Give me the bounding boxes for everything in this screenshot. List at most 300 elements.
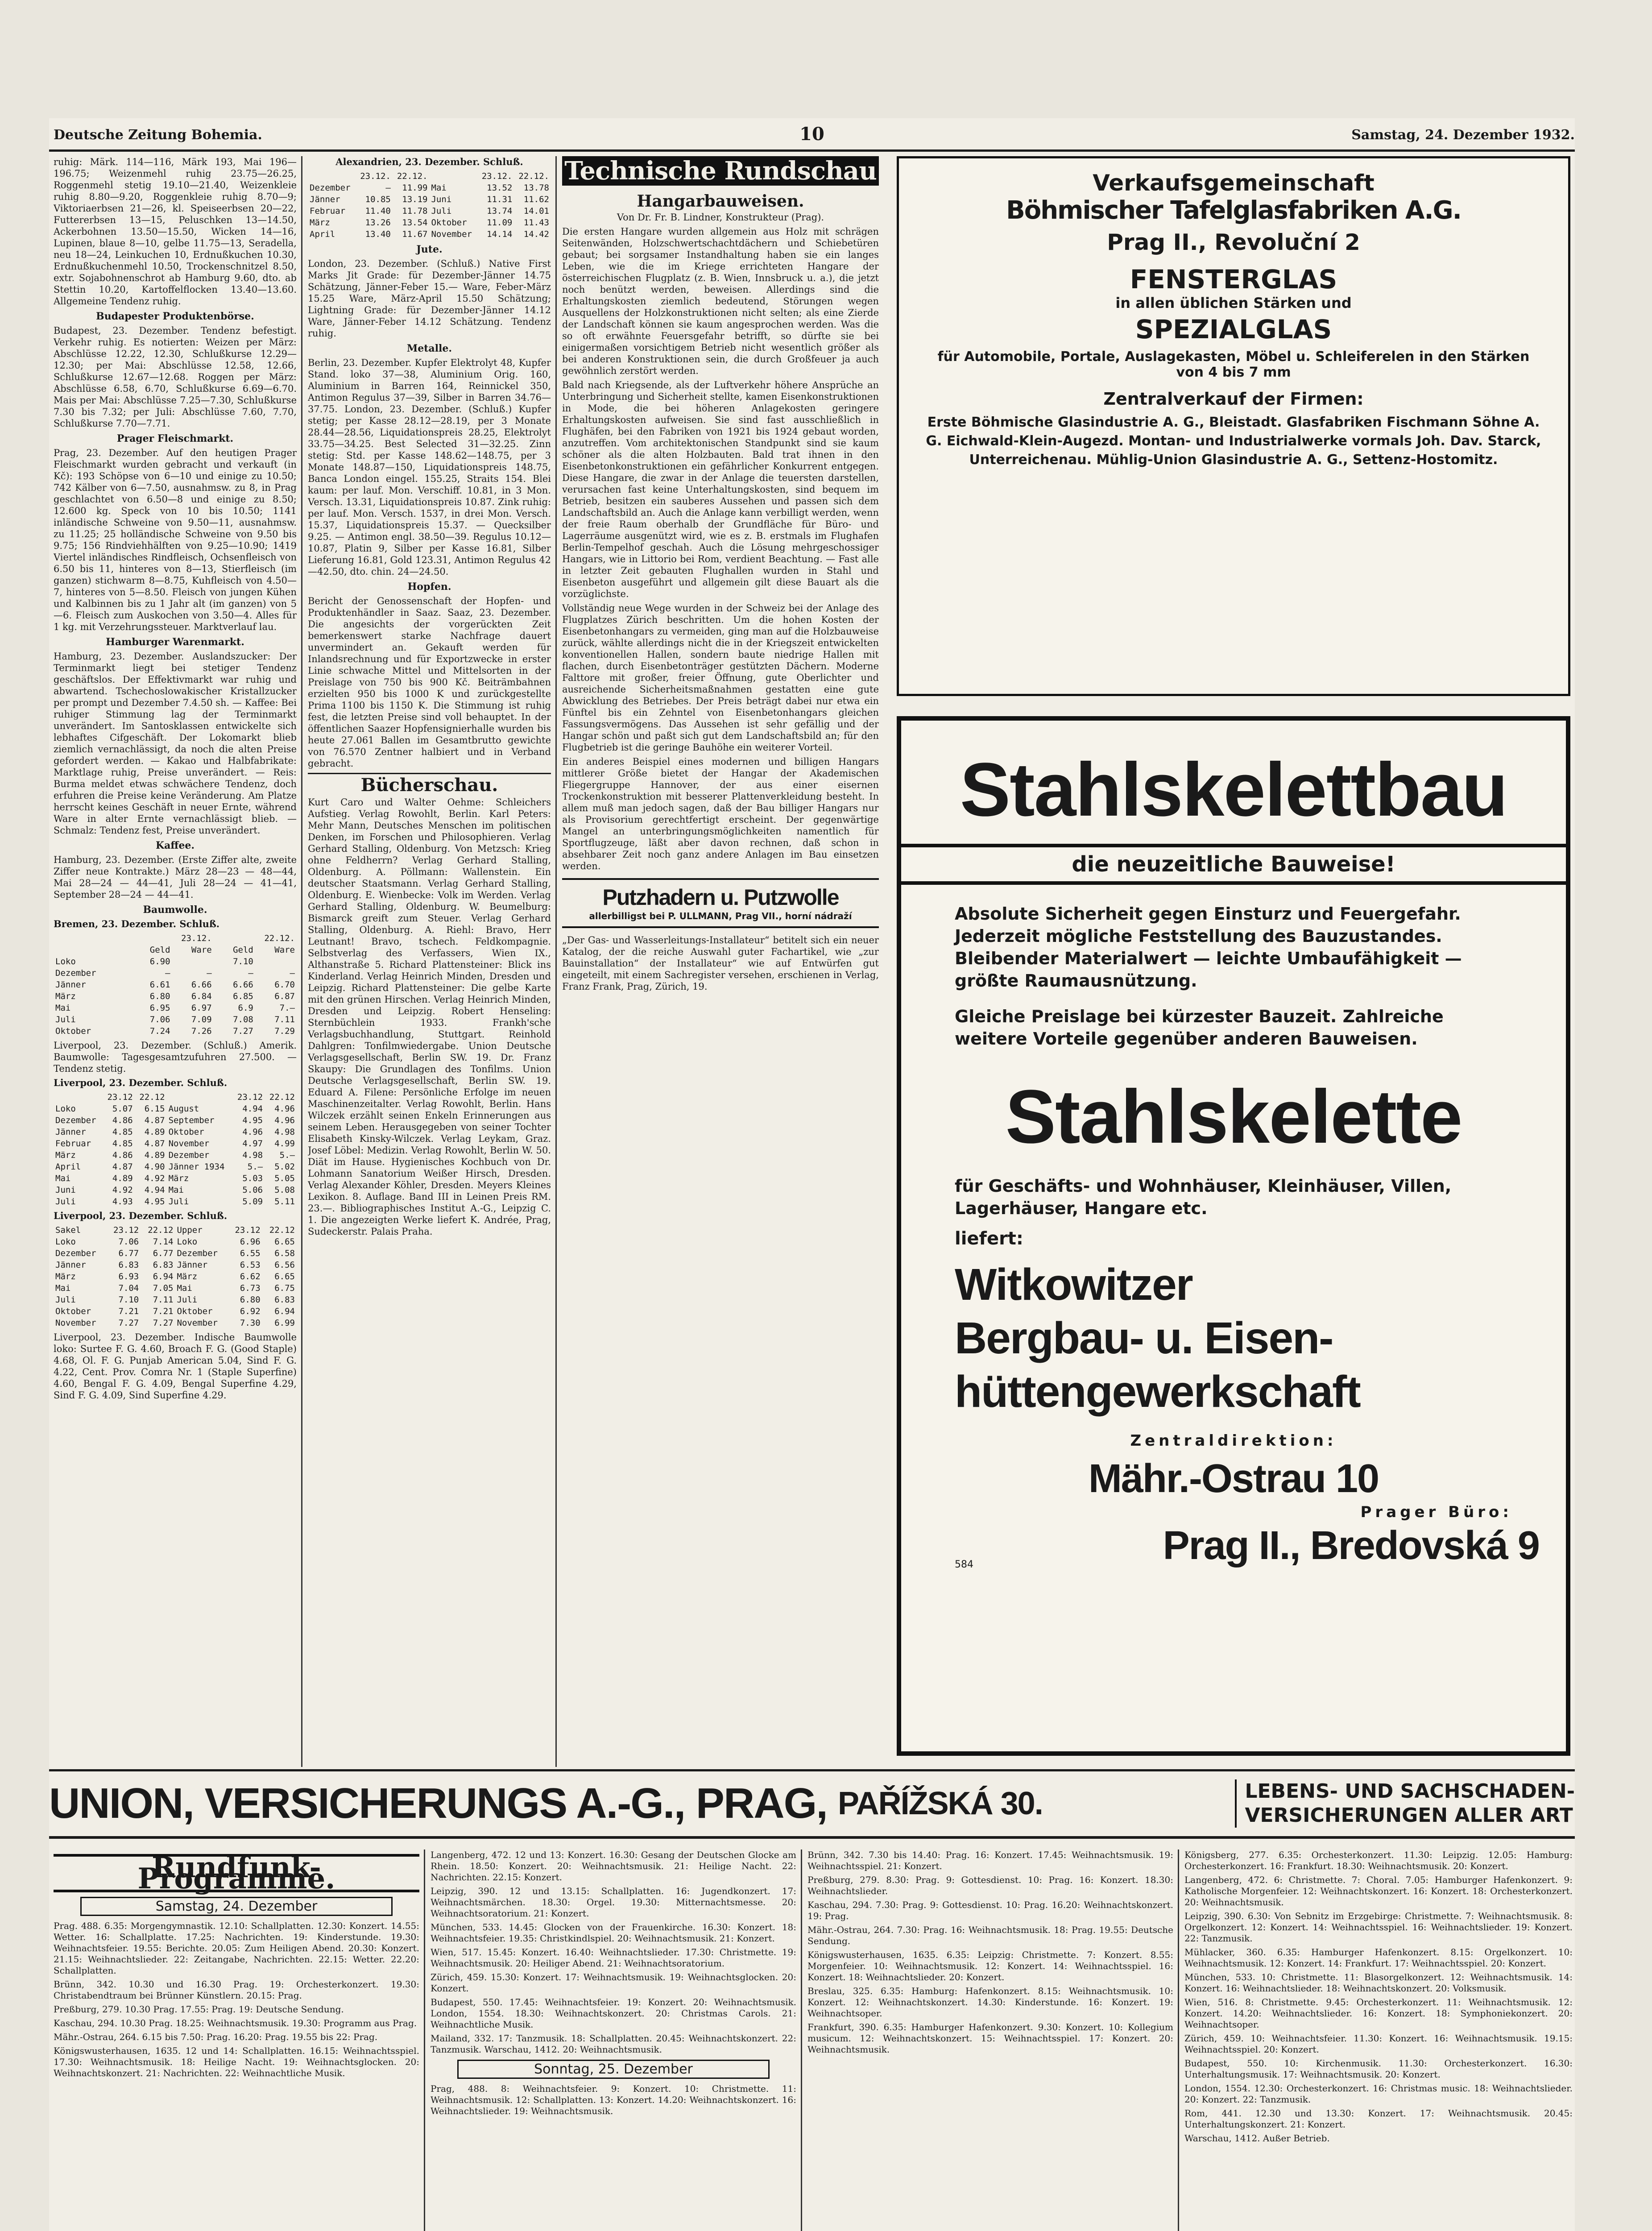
table-cell: 11.78	[402, 206, 428, 216]
radio-program: Langenberg, 472. 12 und 13: Konzert. 16.30: Gesang der Deutschen Glocke am Rhein. 18.50: Konzert. 20: Weihnachtsmusik. 21: Heilige Nacht. 22: Nachrichten. 22.15: Konzert.	[431, 1849, 796, 1883]
table-cell: 6.65	[274, 1272, 295, 1281]
issue-date: Samstag, 24. Dezember 1932.	[1351, 127, 1575, 143]
section-title-cotton: Baumwolle.	[143, 904, 207, 916]
column-divider	[801, 1849, 802, 2231]
table-cell: 23.12.	[481, 171, 513, 181]
table-cell: 5.—	[247, 1162, 263, 1172]
table-row	[54, 967, 297, 979]
table-row	[54, 1196, 297, 1207]
section-title-hamburg: Hamburger Warenmarkt.	[106, 636, 244, 648]
table-cell: 7.26	[191, 1026, 212, 1036]
table-cell: Dezember	[55, 1116, 96, 1125]
table-cell: 4.96	[274, 1116, 295, 1125]
table-cell: 6.92	[240, 1306, 261, 1316]
radio-program: Breslau, 325. 6.35: Hamburg: Hafenkonzert. 8.15: Weihnachtsmusik. 10: Konzert. 12: Weihnachtskonzert. 14.30: Kinderstunde. 16: Konzert. 19: Weihnachtsoper.	[807, 1986, 1173, 2019]
column-divider	[1178, 1849, 1179, 2231]
table-cell: 4.99	[274, 1139, 295, 1149]
column-divider	[424, 1849, 425, 2231]
table-cell: 4.96	[274, 1104, 295, 1114]
table-cell: Juli	[168, 1197, 189, 1207]
table-cell: 4.98	[242, 1150, 263, 1160]
table-row	[54, 1259, 297, 1271]
table-cell: 4.86	[112, 1150, 133, 1160]
table-cell: 14.42	[523, 229, 549, 239]
liverpool-label-2: Liverpool, 23. Dezember. Schluß.	[54, 1077, 228, 1088]
table-cell: 4.90	[144, 1162, 165, 1172]
tagline-line2: VERSICHERUNGEN ALLER ART	[1245, 1804, 1573, 1827]
market-report-top: ruhig: Märk. 114—116, Märk 193, Mai 196—196.75; Weizenmehl ruhig 23.75—26.25, Roggenmehl stetig 19.10—21.40, Weizenkleie ruhig 8.80—9.20, Roggenkleie ruhig 8.70—9; Viktoriaerbsen 21—26, kl. Speiseerbsen 20—22, Futtererbsen 13—15, Peluschken 13—14.50, Ackerbohnen 13.50—15.50, Wicken 14—16, Lupinen, blaue 8—10, gelbe 11.75—13, Seradella, neu 18—24, Leinkuchen 10, Erdnußkuchen 10.30, Erdnußkuchenmehl 10.50, Trockenschnitzel 8.50, extr. Sojabohnenschrot ab Hamburg 9.60, dto. ab Stettin 10.20, Kartoffelflocken 13.40—13.60. Allgemeine Tendenz ruhig.	[54, 157, 297, 307]
steel-ad-band: die neuzeitliche Bauweise!	[901, 844, 1566, 885]
table-cell: 13.54	[402, 218, 428, 228]
glass-ad-line8: Zentralverkauf der Firmen:	[1103, 389, 1364, 409]
table-cell: 7.08	[233, 1015, 253, 1024]
table-row	[54, 1184, 297, 1196]
table-cell: 7.24	[149, 1026, 170, 1036]
book-review-list: Kurt Caro und Walter Oehme: Schleichers Aufstieg. Verlag Rowohlt, Berlin. Karl Peters: Mehr Mann, Deutsches Menschen im politischen Denken, im Forschen und Philosophieren. Verlag Gerhard Stalling, Oldenburg. Von Metzsch: Krieg ohne Feldherrn? Verlag Gerhard Stalling, Oldenburg. A. Pöllmann: Wallenstein. Ein deutscher Staatsmann. Verlag Gerhard Stalling, Oldenburg. E. Wienbecke: Volk im Werden. Verlag Gerhard Stalling, Oldenburg. W. Beumelburg: Bismarck greift zum Steuer. Verlag Gerhard Stalling, Oldenburg. A. Riehl: Bravo, Herr Leutnant! Bravo, tschech. Feldkompagnie. Selbstverlag des Verfassers, Wien IX., Althanstraße 5. Richard Plattensteiner: Blick ins Kinderland. Verlag Heinrich Minden, Dresden und Leipzig. Richard Plattensteiner: Die gelbe Karte mit den grünen Hirschen. Verlag Heinrich Minden, Dresden und Leipzig. Robert Henseling: Sternbüchlein 1933. Frankh'sche Verlagsbuchhandlung, Stuttgart. Reinhold Dahlgren: Tonfilmwiedergabe. Union Deutsche Verlagsgesellschaft, Berlin SW. 19. Dr. Franz Skaupy: Die Grundlagen des Tonfilms. Union Deutsche Verlagsgesellschaft, Berlin SW. 19. Eduard A. Filene: Persönliche Erfolge im neuen Maschinenzeitalter. Verlag Rowohlt, Berlin. Hans Wilczek erzählt seinen Enkeln Erinnerungen aus seinem Leben. Herausgegeben von seiner Tochter Elisabeth Kinsky-Wilczek. Verlag Leykam, Graz. Josef Löbel: Medizin. Verlag Rowohlt, Berlin W. 50. Diät im Hause. Hygienisches Kochbuch von Dr. Lohmann Sanatorium Weißer Hirsch, Dresden. Verlag Alexander Köhler, Dresden. Meyers Kleines Lexikon. 8. Auflage. Band III in Leinen Preis RM. 23.—. Bibliographisches Institut A.-G., Leipzig C. 1. Die angezeigten Werke liefert K. Andrée, Prag, Sudeckerstr. Palais Praha.	[308, 797, 551, 1237]
table-cell: 6.53	[240, 1260, 261, 1270]
liverpool-report-1: Liverpool, 23. Dezember. (Schluß.) Amerik. Baumwolle: Tagesgesamtzufuhren 27.500. — Tendenz stetig.	[54, 1040, 297, 1074]
table-cell: 5.03	[242, 1174, 263, 1183]
liverpool-report-4: Liverpool, 23. Dezember. Indische Baumwolle loko: Surtee F. G. 4.60, Broach F. G. (Good Staple) 4.68, Ol. F. G. Punjab American 5.04, Sind F. G. 4.22, Cent. Prov. Comra Nr. 1 (Staple Superfine) 4.60, Bengal F. G. 4.09, Bengal Superfine 4.29, Sind F. G. 4.09, Sind Superfine 4.29.	[54, 1332, 297, 1401]
table-cell: 6.75	[274, 1283, 295, 1293]
table-cell: Loko	[55, 1104, 76, 1114]
table-cell: April	[55, 1162, 81, 1172]
table-cell	[54, 1091, 103, 1103]
table-cell: 7.04	[118, 1283, 139, 1293]
table-cell: 5.06	[242, 1185, 263, 1195]
table-cell: 13.52	[487, 183, 513, 193]
table-cell: Dezember	[177, 1248, 218, 1258]
liverpool-table-2	[54, 1091, 297, 1207]
table-cell: Oktober	[55, 1026, 91, 1036]
table-cell: 5.07	[112, 1104, 133, 1114]
table-cell: 4.97	[242, 1139, 263, 1149]
table-cell: Ware	[274, 945, 295, 955]
table-cell: 6.83	[118, 1260, 139, 1270]
table-cell: 4.86	[112, 1116, 133, 1125]
table-cell: Geld	[149, 945, 170, 955]
table-cell: 6.97	[191, 1003, 212, 1013]
table-cell: Mai	[55, 1003, 71, 1013]
hops-report: Bericht der Genossenschaft der Hopfen- und Produktenhändler in Saaz. Saaz, 23. Dezember. Die angesichts der vorgerückten Zeit bemerkenswert starke Nachfrage dauert unvermindert an. Gekauft werden für Inlandsrechnung und für Exportzwecke in erster Linie schwache Mittel und Mittelsorten in der Preislage von 750 bis 900 Kč. Beiträmbahnen erzielten 950 bis 1000 K und zurückgestellte Prima 1100 bis 1150 K. Die Stimmung ist ruhig fest, die letzten Preise sind voll behauptet. In der öffentlichen Saazer Hopfensignierhalle wurden bis heute 27.061 Ballen im Gesamtbrutto gewichte von 76.570 Zentner halbiert und in Verband gebracht.	[308, 596, 551, 769]
table-cell: 6.56	[274, 1260, 295, 1270]
table-cell: 7.10	[233, 957, 253, 966]
table-cell: 6.66	[233, 980, 253, 990]
table-cell: Jänner 1934	[168, 1162, 225, 1172]
table-cell	[308, 170, 356, 182]
table-cell: 13.78	[523, 183, 549, 193]
table-cell: Jänner	[177, 1260, 208, 1270]
steel-ad-liefert: liefert:	[955, 1228, 1023, 1249]
table-cell: 6.94	[274, 1306, 295, 1316]
section-title-budapest: Budapester Produktenbörse.	[96, 311, 254, 322]
radio-program: Budapest, 550. 10: Kirchenmusik. 11.30: Orchesterkonzert. 16.30: Unterhaltungsmusik. 17: Weihnachtsmusik. 20: Konzert.	[1184, 2058, 1573, 2080]
radio-program: Brünn, 342. 10.30 und 16.30 Prag. 19: Orchesterkonzert. 19.30: Christabendtraum bei Brünner Künstlern. 20.15: Prag.	[54, 1979, 419, 2001]
table-row	[54, 1115, 297, 1126]
table-cell: 23.12	[113, 1225, 139, 1235]
table-cell: 7.14	[153, 1237, 174, 1247]
radio-program: Kaschau, 294. 7.30: Prag. 9: Gottesdienst. 10: Prag. 16.20: Weihnachtskonzert. 19: Prag.	[807, 1899, 1173, 1921]
alexandria-table	[308, 170, 551, 240]
table-cell: 22.12	[139, 1092, 165, 1102]
table-cell	[172, 956, 214, 967]
radio-program: Wien, 517. 15.45: Konzert. 16.40: Weihnachtslieder. 17.30: Christmette. 19: Weihnachtsmusik. 20: Heiliger Abend. 21: Weihnachtsoratorium.	[431, 1947, 796, 1969]
table-cell: 6.99	[274, 1318, 295, 1328]
glass-ad-line3: Prag II., Revoluční 2	[1107, 229, 1360, 255]
table-cell: 6.80	[149, 991, 170, 1001]
tech-rundschau-title: Technische Rundschau	[562, 156, 879, 186]
table-cell: November	[431, 229, 472, 239]
table-cell: 6.84	[191, 991, 212, 1001]
table-cell: 6.83	[274, 1295, 295, 1305]
article-title: Hangarbauweisen.	[637, 192, 804, 211]
liverpool-table-3	[54, 1224, 297, 1329]
steel-ad-para2: Gleiche Preislage bei kürzester Bauzeit. Zahlreiche weitere Vorteile gegenüber anderen Bauweisen.	[955, 1007, 1444, 1049]
radio-program: Budapest, 550. 17.45: Weihnachtsfeier. 19: Konzert. 20: Weihnachtsmusik. London, 1554. 18.30: Weihnachtskonzert. 20: Christmas Carols. 21: Weihnachtliche Musik.	[431, 1997, 796, 2030]
table-cell: 6.58	[274, 1248, 295, 1258]
glass-ad-line5: in allen üblichen Stärken und	[1115, 294, 1352, 311]
table-cell: 6.95	[149, 1003, 170, 1013]
table-cell: Mai	[431, 183, 447, 193]
table-cell: 4.89	[144, 1150, 165, 1160]
table-cell: 14.01	[523, 206, 549, 216]
radio-program: Brünn, 342. 7.30 bis 14.40: Prag. 16: Konzert. 17.45: Weihnachtsmusik. 19: Weihnachtsspiel. 21: Konzert.	[807, 1849, 1173, 1871]
table-cell: 11.09	[487, 218, 513, 228]
steel-ad-number: 584	[955, 1559, 973, 1570]
table-cell: Jänner	[55, 1127, 86, 1137]
table-row	[308, 205, 551, 217]
steel-ad-firm2: Bergbau- u. Eisen-	[955, 1313, 1333, 1363]
radio-program: Frankfurt, 390. 6.35: Hamburger Hafenkonzert. 9.30: Konzert. 10: Kollegium musicum. 12: Weihnachtskonzert. 15: Weihnachtsspiel. 17: Konzert. 20: Weihnachtsmusik.	[807, 2022, 1173, 2055]
radio-program: Königswusterhausen, 1635. 6.35: Leipzig: Christmette. 7: Konzert. 8.55: Morgenfeier. 10: Weihnachtsmusik. 12: Konzert. 14: Weihnachtsspiel. 16: Konzert. 18: Weihnachtslieder. 20: Konzert.	[807, 1949, 1173, 1982]
steel-ad-prager: Prager Büro:	[1360, 1503, 1512, 1521]
table-cell: 7.09	[191, 1015, 212, 1024]
table-cell: Oktober	[168, 1127, 204, 1137]
hamburg-report: Hamburg, 23. Dezember. Auslandszucker: Der Terminmarkt liegt bei stetiger Tendenz geschäftslos. Der Effektivmarkt war ruhig und abwartend. Tschechoslowakischer Kristallzucker per prompt und Dezember 7.4.50 sh. — Kaffee: Bei ruhiger Stimmung lag der Terminmarkt unverändert. Im Santosklassen entwickelte sich lebhaftes Cifgeschäft. Der Lokomarkt blieb ziemlich vernachlässigt, da noch die alten Preise gefordert werden. — Kakao und Halbfabrikate: Marktlage ruhig, Preise unverändert. — Reis: Burma meldet etwas schwächere Tendenz, doch erfuhren die Preise keine Veränderung. Am Platze herrscht keines Geschäft in neuer Ernte, während Ware in alter Ernte vernachlässigt blieb. — Schmalz: Tendenz fest, Preise unverändert.	[54, 651, 297, 836]
table-cell: Juli	[431, 206, 452, 216]
radio-program: München, 533. 10: Christmette. 11: Blasorgelkonzert. 12: Weihnachtsmusik. 14: Konzert. 16: Weihnachtslieder. 18: Weihnachtskonzert. 20: Volksmusik.	[1184, 1972, 1573, 1994]
table-cell: 4.87	[112, 1162, 133, 1172]
putzhadern-ad	[562, 878, 879, 928]
glass-ad-line1: Verkaufsgemeinschaft	[1093, 170, 1375, 196]
radio-column-3	[807, 1849, 1173, 2231]
table-cell: 23.12	[235, 1225, 261, 1235]
table-cell	[167, 1091, 233, 1103]
table-cell: —	[290, 968, 295, 978]
table-cell: 4.96	[242, 1127, 263, 1137]
radio-program: Wien, 516. 8: Christmette. 9.45: Orchesterkonzert. 11: Weihnachtsmusik. 12: Konzert. 14.20: Weihnachtslieder. 16: Konzert. 18: Symphoniekonzert. 20: Weihnachtsoper.	[1184, 1997, 1573, 2030]
table-cell: 23.12.	[360, 171, 391, 181]
table-cell: 4.85	[112, 1127, 133, 1137]
table-cell: Jänner	[310, 195, 340, 204]
table-cell: 5.09	[242, 1197, 263, 1207]
column-divider	[555, 156, 557, 1767]
table-cell: Dezember	[55, 968, 96, 978]
table-cell: 6.90	[149, 957, 170, 966]
steel-ad-para3: für Geschäfts- und Wohnhäuser, Kleinhäuser, Villen, Lagerhäuser, Hangare etc.	[955, 1176, 1452, 1218]
table-cell: November	[168, 1139, 210, 1149]
newspaper-page	[49, 118, 1575, 2231]
table-cell: 4.94	[144, 1185, 165, 1195]
article-paragraph: Vollständig neue Wege wurden in der Schweiz bei der Anlage des Flugplatzes Zürich beschritten. Um die hohen Kosten der Eisenbetonhangars zu vermeiden, ging man auf die Holzbauweise zurück, wählte allerdings nicht die in der Kriegszeit entwickelten konventionellen Hallen, sondern baute niedrige Hallen mit flachen, durch Eisenbetonträger gestützten Dächern. Moderne Falttore mit großer, freier Öffnung, gute Oberlichter und ausreichende Sicherheitsmaßnahmen gestatten eine gute Abwicklung des Betriebes. Der Preis beträgt dabei nur etwa ein Fünftel bis ein Zehntel von Eisenbetonhangars gleichen Fassungsvermögens. Das Aussehen ist sehr gefällig und der Hangar schön und paßt sich gut dem Landschaftsbild an; für den Flugbetrieb ist die geringe Bauhöhe ein weiterer Vorteil.	[562, 603, 879, 753]
table-cell: 5.—	[279, 1150, 295, 1160]
table-row	[54, 979, 297, 991]
table-cell: 6.15	[144, 1104, 165, 1114]
banner-rule-bottom	[49, 1836, 1575, 1839]
table-cell: 4.87	[144, 1116, 165, 1125]
table-cell	[429, 170, 477, 182]
table-cell: 4.95	[242, 1116, 263, 1125]
glass-ad-line4: FENSTERGLAS	[1130, 264, 1337, 294]
putzhadern-ad-address: allerbilligst bei P. ULLMANN, Prag VII., horní nádraží	[589, 911, 852, 921]
radio-program: Mähr.-Ostrau, 264. 6.15 bis 7.50: Prag. 16.20: Prag. 19.55 bis 22: Prag.	[54, 2032, 378, 2042]
catalog-notice: „Der Gas- und Wasserleitungs-Installateur“ betitelt sich ein neuer Katalog, der die reiche Auswahl guter Fachartikel, wie „zur Bauinstallation“ der Installateur“ wie auf Entwürfen gut eingeteilt, mit einem Sachregister versehen, erschienen in Verlag, Franz Frank, Prag, Zürich, 19.	[562, 935, 879, 992]
table-cell: November	[55, 1318, 96, 1328]
table-cell: Upper	[177, 1225, 203, 1235]
article-byline: Von Dr. Fr. B. Lindner, Konstrukteur (Prag).	[617, 212, 824, 223]
metals-report: Berlin, 23. Dezember. Kupfer Elektrolyt 48, Kupfer Stand. loko 37—38, Aluminium Orig. 160, Aluminium in Barren 164, Reinnickel 350, Antimon Regulus 37—39, Silber in Barren 34.76—37.75. London, 23. Dezember. (Schluß.) Kupfer stetig; per Kasse 28.12—28.19, per 3 Monate 28.44—28.56, Liquidationspreis 28.25, Elektrolyt 33.75—34.25. Best Selected 31—32.25. Zinn stetig: Std. per Kasse 148.62—148.75, per 3 Monate 148.87—150, Liquidationspreis 148.75, Banca London eingel. 155.25, Straits 154. Blei kaum: per lauf. Mon. Verschiff. 10.81, in 3 Mon. Versch. 13.31, Liquidationspreis 10.87. Zink ruhig: per lauf. Mon. Versch. 1537, in drei Mon. Versch. 15.37, Liquidationspreis 15.37. — Quecksilber 9.25. — Antimon engl. 38.50—39. Regulus 10.12—10.87, Platin 9, Silber per Kasse 16.81, Silber Lieferung 16.81, Gold 123.31, Antimon Regulus 42—42.50, dto. chin. 24—24.50.	[308, 357, 551, 577]
radio-program: Warschau, 1412. Außer Betrieb.	[1184, 2133, 1330, 2144]
radio-program: Leipzig, 390. 6.30: Von Sebnitz im Erzgebirge: Christmette. 7: Weihnachtsmusik. 8: Orgelkonzert. 12: Konzert. 14: Weihnachtsspiel. 16: Weihnachtslieder. 19: Konzert. 22: Tanzmusik.	[1184, 1911, 1573, 1944]
prague-meat-report: Prag, 23. Dezember. Auf den heutigen Prager Fleischmarkt wurden gebracht und verkauft (in Kč): 193 Schöpse von 6—10 und einige zu 10.50; 742 Kälber von 6—7.50, ausnahmsw. zu 8, in Prag geschlachtet von 6.50—8 und einige zu 8.50; 12.600 kg. Speck von 10 bis 10.50; 1141 inländische Schweine von 9.50—11, ausnahmsw. zu 11.25; 25 holländische Schweine von 9.50 bis 9.75; 156 Rindviehhälften von 9.25—10.90; 1419 Viertel inländisches Rindfleisch, Ochsenfleisch von 6.50 bis 11, hinteres von 8—13, Stierfleisch (im ganzen) stichwarm 8—8.75, Kuhfleisch von 4.50—7, hinteres von 5—8.50. Fleisch von jungen Kühen und Kalbinnen bis zu 1 Jahr alt (im ganzen) von 5—6. Fleisch zum Auskochen von 3.50—4. Alles für 1 kg. mit Verzehrungssteuer. Marktverlauf lau.	[54, 448, 297, 632]
section-title-hops: Hopfen.	[407, 581, 451, 593]
table-cell: 13.40	[365, 229, 391, 239]
table-cell: März	[168, 1174, 189, 1183]
table-cell: 10.85	[365, 195, 391, 204]
putzhadern-ad-title: Putzhadern u. Putzwolle	[602, 885, 839, 910]
table-row	[54, 1236, 297, 1248]
steel-ad-zentral: Zentraldirektion:	[1130, 1432, 1337, 1450]
table-cell: 22.12	[148, 1225, 174, 1235]
table-cell: 4.89	[112, 1174, 133, 1183]
table-cell: —	[165, 968, 170, 978]
table-cell: —	[385, 183, 391, 193]
table-cell: Juli	[55, 1295, 76, 1305]
table-cell: 6.55	[240, 1248, 261, 1258]
insurance-banner	[49, 1775, 1575, 1833]
table-cell: 13.19	[402, 195, 428, 204]
radio-program: Mähr.-Ostrau, 264. 7.30: Prag. 16: Weihnachtsmusik. 18: Prag. 19.55: Deutsche Sendung.	[807, 1924, 1173, 1946]
table-cell: 5.08	[274, 1185, 295, 1195]
budapest-report: Budapest, 23. Dezember. Tendenz befestigt. Verkehr ruhig. Es notierten: Weizen per März: Abschlüsse 12.22, 12.30, Schlußkurse 12.29—12.30; per Mai: Abschlüsse 12.58, 12.66, Schlußkurse 12.67—12.68. Roggen per März: Abschlüsse 6.58, 6.70, Schlußkurse 6.69—6.70. Mais per Mai: Abschlüsse 7.25—7.30, Schlußkurse 7.30 bis 7.32; per Juli: Abschlüsse 7.60, 7.70, Schlußkurse 7.70—7.71.	[54, 325, 297, 429]
insurance-banner-address: PAŘÍŽSKÁ 30.	[837, 1786, 1043, 1821]
table-cell: Februar	[55, 1139, 91, 1149]
table-cell: 11.31	[487, 195, 513, 204]
table-row	[54, 991, 297, 1002]
table-cell: 5.02	[274, 1162, 295, 1172]
table-cell: 23.12	[237, 1092, 263, 1102]
table-cell: 13.74	[487, 206, 513, 216]
radio-program: Leipzig, 390. 12 und 13.15: Schallplatten. 16: Jugendkonzert. 17: Weihnachtsmärchen. 18.30: Orgel. 19.30: Mitternachtsmesse. 20: Weihnachtsoratorium. 21: Konzert.	[431, 1886, 796, 1919]
table-cell: 7.10	[118, 1295, 139, 1305]
newspaper-name: Deutsche Zeitung Bohemia.	[54, 127, 262, 143]
table-cell: 6.96	[240, 1237, 261, 1247]
table-cell: 4.95	[144, 1197, 165, 1207]
table-cell: Mai	[55, 1174, 71, 1183]
table-cell: Juni	[55, 1185, 76, 1195]
table-cell: 7.11	[274, 1015, 295, 1024]
table-cell: Juni	[431, 195, 452, 204]
table-row	[308, 182, 551, 194]
table-cell: Mai	[55, 1283, 71, 1293]
table-cell: 7.21	[118, 1306, 139, 1316]
table-cell: 22.12.	[397, 171, 428, 181]
table-cell: 22.12	[269, 1092, 295, 1102]
table-cell: 5.05	[274, 1174, 295, 1183]
table-cell: Loko	[55, 1237, 76, 1247]
table-cell: Sakel	[55, 1225, 81, 1235]
table-row	[54, 1271, 297, 1282]
steel-ad-city1: Mähr.-Ostrau 10	[1088, 1456, 1379, 1501]
market-column-2	[308, 156, 551, 1771]
radio-program: Kaschau, 294. 10.30 Prag. 18.25: Weihnachtsmusik. 19.30: Programm aus Prag.	[54, 2018, 417, 2028]
radio-column-4	[1184, 1849, 1573, 2231]
table-cell: 11.40	[365, 206, 391, 216]
table-cell: Mai	[177, 1283, 192, 1293]
radio-program: Prag, 488. 8: Weihnachtsfeier. 9: Konzert. 10: Christmette. 11: Weihnachtsmusik. 12: Schallplatten. 13: Konzert. 14.20: Weihnachtskonzert. 16: Weihnachtslieder. 19: Weihnachtsmusik.	[431, 2083, 796, 2116]
article-paragraph: Bald nach Kriegsende, als der Luftverkehr höhere Ansprüche an Unterbringung und Sicherheit stellte, kamen Eisenkonstruktionen in Mode, die bei höheren Anlagekosten geringere Erhaltungskosten aufweisen. Sie sind fast ausschließlich in Flughäfen, bei den Fabriken von 1921 bis 1924 gebaut worden, anzutreffen. Vom architektonischen Standpunkt sind sie kaum schöner als die alten Holzbauten. Bald trat ihnen in den Eisenbetonkonstruktionen ein gefährlicher Konkurrent entgegen. Diese Hangare, die zwar in der Anlage die teuersten darstellen, verursachen fast keine Unterhaltungskosten, sind bequem im Betrieb, besitzen ein sauberes Aussehen und passen sich dem Landschaftsbild an. Auch die Anlage kann verbilligt werden, wenn der freie Raum oberhalb der Grundfläche für Büro- und Lagerräume ausgenützt wird, wie es z. B. erstmals im Flughafen Berlin-Tempelhof geschah. Auch die Lösung mehrgeschossiger Hangars, wie in Littorio bei Rom, verdient Beachtung. — Fast alle in letzter Zeit gebauten Flughallen wurden in Stahl und Eisenbeton ausgeführt und allgemein gilt diese Bauart als die vorzüglichste.	[562, 380, 879, 599]
tagline-line1: LEBENS- UND SACHSCHADEN-	[1245, 1780, 1575, 1803]
table-cell: 6.62	[240, 1272, 261, 1281]
table-cell: Jänner	[55, 980, 86, 990]
table-cell: Oktober	[177, 1306, 213, 1316]
table-cell: 14.14	[487, 229, 513, 239]
radio-title: Rundfunk-Programme.	[54, 1854, 419, 1892]
table-cell: 11.99	[402, 183, 428, 193]
table-cell: März	[55, 991, 76, 1001]
table-cell: Oktober	[55, 1306, 91, 1316]
table-cell: 7.06	[118, 1237, 139, 1247]
tech-column	[562, 156, 879, 1771]
day-label-sunday: Sonntag, 25. Dezember	[457, 2060, 770, 2079]
jute-report: London, 23. Dezember. (Schluß.) Native First Marks Jit Grade: für Dezember-Jänner 14.75 Schätzung, Jänner-Feber 15.— Ware, Feber-März 15.25 Ware, März-April 15.50 Schätzung; Lightning Grade: für Dezember-Jänner 14.12 Ware, Jänner-Feber 14.12 Schätzung. Tendenz ruhig.	[308, 258, 551, 339]
table-cell: Juli	[177, 1295, 198, 1305]
radio-column-1	[54, 1849, 419, 2231]
table-row	[54, 1138, 297, 1149]
table-cell: 22.12	[269, 1225, 295, 1235]
table-cell: 6.65	[274, 1237, 295, 1247]
table-cell: 6.94	[153, 1272, 174, 1281]
table-row	[54, 1294, 297, 1306]
steel-ad-city2: Prag II., Bredovská 9	[1163, 1523, 1539, 1568]
table-cell: 4.98	[274, 1127, 295, 1137]
table-row	[54, 1161, 297, 1173]
table-cell: Dezember	[55, 1248, 96, 1258]
table-cell: 6.83	[153, 1260, 174, 1270]
table-cell: 6.77	[153, 1248, 174, 1258]
insurance-banner-name: UNION, VERSICHERUNGS A.-G., PRAG,	[49, 1779, 827, 1827]
radio-program: Zürich, 459. 10: Weihnachtsfeier. 11.30: Konzert. 16: Weihnachtsmusik. 19.15: Weihnachtsspiel. 20: Konzert.	[1184, 2033, 1573, 2055]
steel-advertisement	[897, 716, 1570, 1756]
radio-program: Königswusterhausen, 1635. 12 und 14: Schallplatten. 16.15: Weihnachtsspiel. 17.30: Weihnachtsmusik. 18: Heilige Nacht. 19: Weihnachtsglocken. 20: Weihnachtskonzert. 21: Nachrichten. 22: Weihnachtliche Musik.	[54, 2045, 419, 2078]
table-cell: 6.73	[240, 1283, 261, 1293]
table-cell: —	[248, 968, 253, 978]
table-row	[54, 1103, 297, 1115]
table-cell	[54, 944, 130, 956]
steel-ad-firm3: hüttengewerkschaft	[955, 1367, 1360, 1417]
glass-ad-line2: Böhmischer Tafelglasfabriken A.G.	[1006, 196, 1461, 225]
day-label-saturday: Samstag, 24. Dezember	[80, 1897, 393, 1916]
table-row	[54, 1014, 297, 1025]
page-number: 10	[799, 124, 824, 145]
table-cell: September	[168, 1116, 215, 1125]
table-cell: März	[177, 1272, 198, 1281]
table-cell: März	[310, 218, 330, 228]
table-cell: 7.06	[149, 1015, 170, 1024]
table-cell: 6.85	[233, 991, 253, 1001]
table-cell: Jänner	[55, 1260, 86, 1270]
radio-program: Zürich, 459. 15.30: Konzert. 17: Weihnachtsmusik. 19: Weihnachtsglocken. 20: Konzert.	[431, 1972, 796, 1994]
steel-ad-para1: Absolute Sicherheit gegen Einsturz und Feuergefahr. Jederzeit mögliche Feststellung des Bauzustandes. Bleibender Materialwert — leichte Umbaufähigkeit — größte Raumausnützung.	[955, 904, 1462, 991]
column-divider	[301, 156, 302, 1767]
table-cell: Mai	[168, 1185, 184, 1195]
steel-ad-footer	[955, 1521, 1539, 1570]
radio-program: Preßburg, 279. 8.30: Prag. 9: Gottesdienst. 10: Prag. 16: Konzert. 18.30: Weihnachtslieder.	[807, 1874, 1173, 1896]
table-row	[54, 956, 297, 967]
table-cell: 4.92	[112, 1185, 133, 1195]
article-paragraph: Die ersten Hangare wurden allgemein aus Holz mit schrägen Seitenwänden, Holzschwertschachtdächern und Schiebetüren gebaut; bei sorgsamer Instandhaltung haben sie ein langes Leben, wie die im Kriege errichteten Hangare der österreichischen Flugplatz (z. B. Wien, Innsbruck u. a.), die jetzt noch benützt werden, beweisen. Allerdings sind die Erhaltungskosten ziemlich bedeutend, Störungen wegen Ausquellens der Holzkonstruktionen nicht selten; als eine Zierde der Landschaft können sie kaum angesprochen werden. Was die so oft erwähnte Feuersgefahr betrifft, so dürfte sie bei einigermaßen vorsichtigem Betrieb nicht wesentlich größer als bei anderen Konstruktionen sein, die durch Großfeuer ja auch gewöhnlich zerstört werden.	[562, 226, 879, 376]
alexandria-label: Alexandrien, 23. Dezember. Schluß.	[335, 156, 523, 167]
table-cell: April	[310, 229, 335, 239]
insurance-banner-tagline	[1235, 1779, 1575, 1828]
steel-ad-firm1: Witkowitzer	[955, 1260, 1192, 1310]
table-cell: 23.12.	[181, 933, 212, 943]
table-cell: 23.12	[107, 1092, 133, 1102]
table-cell: 6.87	[274, 991, 295, 1001]
section-title-jute: Jute.	[416, 244, 443, 255]
section-title-metals: Metalle.	[406, 343, 452, 354]
bremen-table	[54, 933, 297, 1037]
table-row	[308, 194, 551, 205]
table-cell: Juli	[55, 1015, 76, 1024]
table-row	[308, 217, 551, 228]
table-row	[308, 228, 551, 240]
table-cell: 4.93	[112, 1197, 133, 1207]
book-review-title: Bücherschau.	[360, 775, 498, 796]
radio-program: London, 1554. 12.30: Orchesterkonzert. 16: Christmas music. 18: Weihnachtslieder. 20: Konzert. 22: Tanzmusik.	[1184, 2083, 1573, 2105]
table-row	[54, 1149, 297, 1161]
table-cell: —	[207, 968, 212, 978]
article-paragraph: Ein anderes Beispiel eines modernen und billigen Hangars mittlerer Größe bietet der Hangar der Akademischen Fliegergruppe Hannover, der aus einer eisernen Trockenkonstruktion mit besserer Plattenverkleidung besteht. In allem muß man jedoch sagen, daß der Bau billiger Hangars nur als Provisorium gerechtfertigt erscheint. Der gegenwärtige Mangel an unterbringungsmöglichkeiten namentlich für Sportflugzeuge, läßt aber davon rechnen, daß schon in absehbarer Zeit noch ganz andere Anlagen im Bau einsetzen werden.	[562, 756, 879, 871]
glass-ad-line9: Erste Böhmische Glasindustrie A. G., Bleistadt. Glasfabriken Fischmann Söhne A. G. Eichwald-Klein-Augezd. Montan- und Industrialwerke vormals Joh. Dav. Starck, Unterreichenau. Mühlig-Union Glasindustrie A. G., Settenz-Hostomitz.	[926, 415, 1541, 468]
table-cell: Dezember	[310, 183, 351, 193]
radio-column-2	[431, 1849, 796, 2231]
table-cell: 7.27	[118, 1318, 139, 1328]
table-row	[54, 1317, 297, 1329]
table-cell: 6.70	[274, 980, 295, 990]
table-cell: Juli	[55, 1197, 76, 1207]
table-row	[54, 1002, 297, 1014]
table-cell: 11.43	[523, 218, 549, 228]
table-cell: 7.29	[274, 1026, 295, 1036]
radio-program: Mailand, 332. 17: Tanzmusik. 18: Schallplatten. 20.45: Weihnachtskonzert. 22: Tanzmusik. Warschau, 1412. 20: Weihnachtsmusik.	[431, 2033, 796, 2055]
banner-rule-top	[49, 1769, 1575, 1771]
radio-program: Rom, 441. 12.30 und 13.30: Konzert. 17: Weihnachtsmusik. 20.45: Unterhaltungskonzert. 21: Konzert.	[1184, 2108, 1573, 2130]
radio-program: Mühlacker, 360. 6.35: Hamburger Hafenkonzert. 8.15: Orgelkonzert. 10: Weihnachtsmusik. 12: Konzert. 14: Frankfurt. 17: Weihnachtsspiel. 20: Konzert.	[1184, 1947, 1573, 1969]
table-cell: 4.89	[144, 1127, 165, 1137]
table-row	[54, 1306, 297, 1317]
radio-program: Langenberg, 472. 6: Christmette. 7: Choral. 7.05: Hamburger Hafenkonzert. 9: Katholische Morgenfeier. 12: Weihnachtskonzert. 16: Konzert. 18: Orchesterkonzert. 20: Weihnachtsmusik.	[1184, 1874, 1573, 1908]
table-cell: Ware	[191, 945, 212, 955]
table-cell: 7.30	[240, 1318, 261, 1328]
table-cell: 6.9	[238, 1003, 253, 1013]
table-cell: 6.80	[240, 1295, 261, 1305]
table-cell: 7.27	[233, 1026, 253, 1036]
market-column-1	[54, 156, 297, 1771]
liverpool-label-3: Liverpool, 23. Dezember. Schluß.	[54, 1210, 228, 1221]
bremen-label: Bremen, 23. Dezember. Schluß.	[54, 918, 220, 929]
table-row	[54, 1282, 297, 1294]
